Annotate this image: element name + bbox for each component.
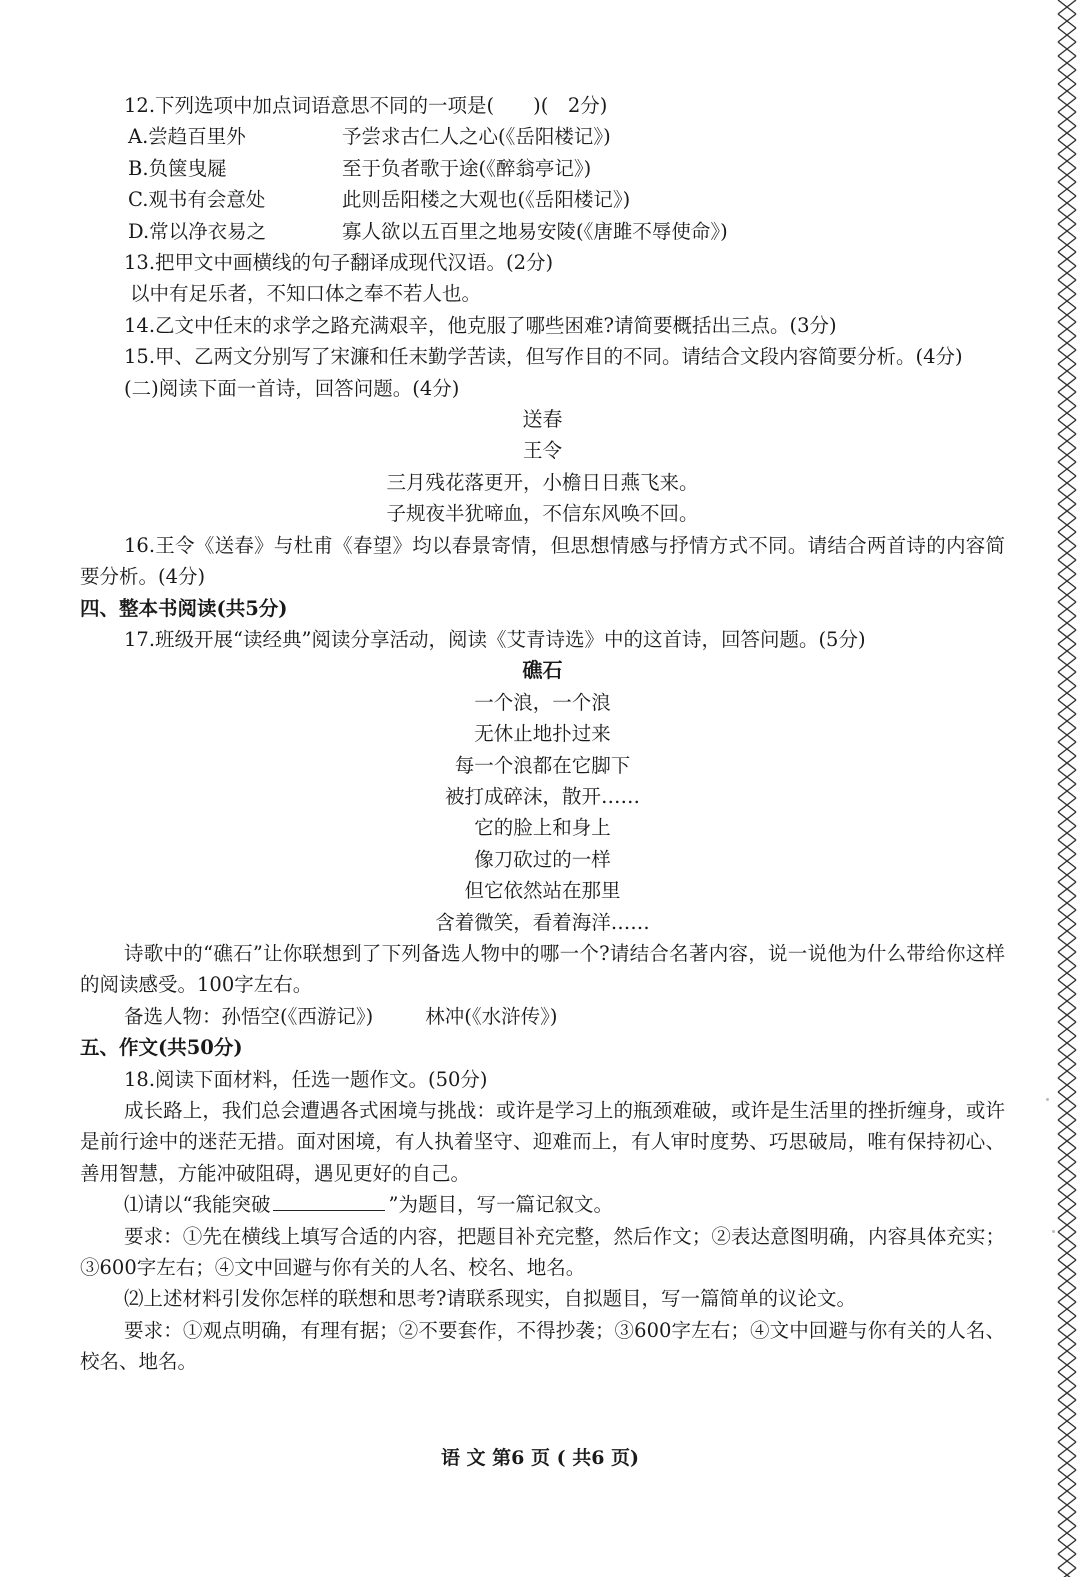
q17-candidates [80,1001,1005,1032]
scan-speck [1046,1098,1049,1101]
q18-requirement-1: 要求：①先在横线上填写合适的内容，把题目补充完整，然后作文；②表达意图明确，内容具体充实；③600字左右；④文中回避与你有关的人名、校名、地名。 [80,1224,1005,1280]
q12-stem: 12.下列选项中加点词语意思不同的一项是( )( 2分) [124,94,608,117]
poem2-line: 但它依然站在那里 [464,879,621,903]
poem-line: 子规夜半犹啼血，不信东风唤不回。 [386,502,699,526]
q12-option-c: C.观书有会意处 此则岳阳楼之大观也(《岳阳楼记》) [128,188,631,212]
q18-task1: ⑴请以“我能突破 ”为题目，写一篇记叙文。 [124,1193,613,1217]
poem-title: 送春 [522,407,563,432]
poem-section-intro: (二)阅读下面一首诗，回答问题。(4分) [124,376,460,400]
scan-speck [1052,1230,1055,1233]
q18-material: 成长路上，我们总会遭遇各式困境与挑战：或许是学习上的瓶颈难破，或许是生活里的挫折缠身，或许是前行途中的迷茫无措。面对困境，有人执着坚守、迎难而上，有人审时度势、巧思破局，唯有保持初心、善用智慧，方能冲破阻碍，遇见更好的自己。 [80,1099,1005,1185]
poem2-line: 无休止地扑过来 [474,722,611,746]
q12-option-d: D.常以净衣易之 寡人欲以五百里之地易安陵(《唐雎不辱使命》) [128,219,728,243]
title-blank-line [273,1209,385,1211]
poem2-line: 它的脸上和身上 [474,816,611,840]
candidate-2: 林冲(《水浒传》) [425,1004,558,1028]
q18-task2: ⑵上述材料引发你怎样的联想和思考?请联系现实，自拟题目，写一篇简单的议论文。 [124,1287,856,1311]
q18: 18.阅读下面材料，任选一题作文。(50分) [124,1067,488,1091]
q17: 17.班级开展“读经典”阅读分享活动，阅读《艾青诗选》中的这首诗，回答问题。(5分) [124,627,866,651]
poem2-line: 被打成碎沫，散开…… [444,784,640,808]
page-footer: 语 文 第6 页 ( 共6 页) [440,1447,640,1469]
poem-line: 三月残花落更开，小檐日日燕飞来。 [386,470,699,494]
content [80,90,1005,1378]
q16: 16.王令《送春》与杜甫《春望》均以春景寄情，但思想情感与抒情方式不同。请结合两首诗的内容简要分析。(4分) [80,533,1005,589]
poem-author: 王令 [522,439,562,463]
q13-sentence: 以中有足乐者，不知口体之奉不若人也。 [130,282,482,306]
poem2-title: 礁石 [522,658,563,683]
q14: 14.乙文中任末的求学之路充满艰辛，他克服了哪些困难?请简要概括出三点。(3分) [124,313,837,337]
q18-requirement-2: 要求：①观点明确，有理有据；②不要套作，不得抄袭；③600字左右；④文中回避与你有关的人名、校名、地名。 [80,1318,1005,1374]
q12-option-b: B.负箧曳屣 至于负者歌于途(《醉翁亭记》) [128,156,592,180]
q12-option-a: A.尝趋百里外 予尝求古仁人之心(《岳阳楼记》) [128,125,611,149]
poem2-line: 一个浪，一个浪 [474,690,611,714]
binding-edge-decoration [1054,0,1080,1577]
poem2-line: 含着微笑，看着海洋…… [435,910,650,934]
poem2-line: 像刀砍过的一样 [474,847,611,871]
q15: 15.甲、乙两文分别写了宋濂和任末勤学苦读，但写作目的不同。请结合文段内容简要分析。(4分) [124,345,963,369]
candidate-1: 备选人物：孙悟空(《西游记》) [124,1004,374,1028]
section4-heading: 四、整本书阅读(共5分) [80,596,288,620]
section5-heading: 五、作文(共50分) [80,1036,243,1060]
q13-stem: 13.把甲文中画横线的句子翻译成现代汉语。(2分) [124,251,554,275]
q17-question: 诗歌中的“礁石”让你联想到了下列备选人物中的哪一个?请结合名著内容，说一说他为什么带给你这样的阅读感受。100字左右。 [80,941,1005,997]
poem2-line: 每一个浪都在它脚下 [454,753,631,777]
